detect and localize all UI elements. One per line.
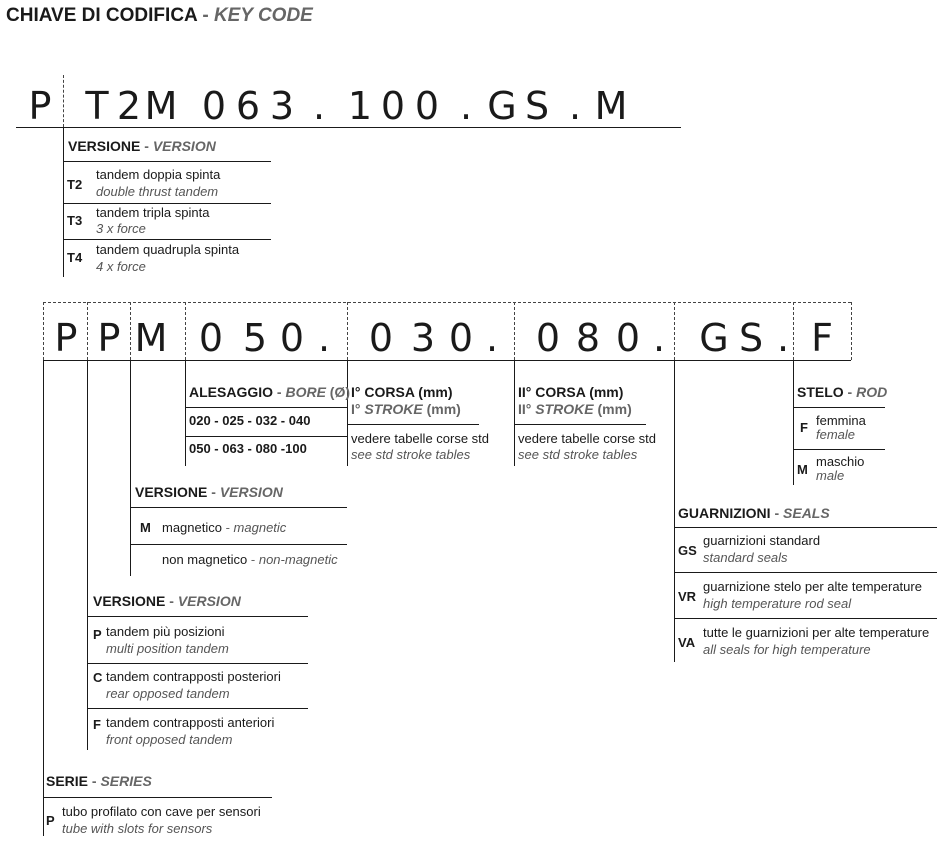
divider [63, 239, 271, 240]
code1-char: 0 [414, 84, 440, 128]
divider [43, 797, 272, 798]
stroke1-header-en: I° STROKE (mm) [351, 401, 461, 417]
code2-char: 0 [198, 316, 224, 360]
code2-dash-divider [87, 302, 88, 360]
row-en: tube with slots for sensors [62, 821, 213, 836]
code2-char: . [317, 316, 331, 360]
row-it: tutte le guarnizioni per alte temperature [703, 625, 930, 640]
row-en: front opposed tandem [106, 732, 233, 747]
row-it: tandem contrapposti posteriori [106, 669, 281, 684]
code1-char: S [524, 84, 550, 128]
code1-baseline [16, 127, 681, 128]
code1-char: 1 [347, 84, 373, 128]
row-code: P [93, 627, 102, 642]
code1-char: G [487, 84, 517, 128]
divider [347, 424, 479, 425]
row-code: C [93, 670, 103, 685]
row-en: high temperature rod seal [703, 596, 852, 611]
divider [87, 708, 308, 709]
divider [793, 407, 885, 408]
code2-dash-divider [793, 302, 794, 360]
code2-char: 0 [535, 316, 561, 360]
stroke2-note-en: see std stroke tables [518, 447, 638, 462]
code2-char: . [485, 316, 499, 360]
row-code: P [46, 813, 55, 828]
code2-char: 5 [242, 316, 268, 360]
code2-dash-divider [43, 302, 44, 360]
code2-dash-divider [514, 302, 515, 360]
divider [87, 616, 308, 617]
code2-char: 0 [615, 316, 641, 360]
divider [185, 436, 347, 437]
stroke1-note-en: see std stroke tables [351, 447, 471, 462]
row-code: F [93, 717, 101, 732]
bore-header: ALESAGGIO - BORE (Ø) [189, 384, 351, 400]
branch-seals [674, 360, 675, 662]
divider [674, 618, 937, 619]
row-en: 4 x force [96, 259, 146, 274]
stroke2-header-en: II° STROKE (mm) [518, 401, 632, 417]
divider [185, 407, 347, 408]
row-code: M [797, 462, 808, 477]
title-sub: KEY CODE [213, 5, 313, 26]
row-it: femmina [816, 413, 866, 428]
row-en: standard seals [703, 550, 788, 565]
code2-dash-divider [674, 302, 675, 360]
row-it: tandem contrapposti anteriori [106, 715, 275, 730]
row-code: F [800, 420, 808, 435]
code2-char: S [738, 316, 764, 360]
code2-char: 0 [279, 316, 305, 360]
code1-char: T [85, 84, 109, 128]
rod-header: STELO - ROD [797, 384, 888, 400]
code2-char: 0 [448, 316, 474, 360]
row-it: tandem tripla spinta [96, 205, 210, 220]
divider [514, 424, 646, 425]
stroke1-header-it: I° CORSA (mm) [351, 384, 453, 400]
row-it: guarnizione stelo per alte temperature [703, 579, 922, 594]
row-code: VR [678, 589, 697, 604]
divider [793, 449, 885, 450]
row-code: T4 [67, 250, 83, 265]
row-en: multi position tandem [106, 641, 229, 656]
row-it: maschio [816, 454, 865, 469]
seals-header: GUARNIZIONI - SEALS [678, 505, 830, 521]
branch-rod [793, 360, 794, 485]
divider [63, 203, 271, 204]
code2-char: M [134, 316, 168, 360]
code1-char: M [594, 84, 628, 128]
code1-char: . [568, 84, 582, 128]
code2-char: G [699, 316, 729, 360]
code2-char: 3 [410, 316, 436, 360]
divider [674, 527, 937, 528]
row-code: T3 [67, 213, 83, 228]
code2-top-dash [43, 302, 851, 303]
row-it: guarnizioni standard [703, 533, 821, 548]
row-en: double thrust tandem [96, 184, 219, 199]
version-p-header: VERSIONE - VERSION [93, 593, 241, 609]
title-sep: - [197, 5, 214, 26]
code2-char: P [97, 316, 121, 360]
row-en: male [816, 468, 845, 483]
block1-header: VERSIONE - VERSION [68, 138, 216, 154]
row-text: magnetico - magnetic [162, 520, 287, 535]
row-en: female [816, 427, 856, 442]
code2-char: 0 [368, 316, 394, 360]
code2-char: . [776, 316, 790, 360]
code2-char: F [811, 316, 833, 360]
code2-dash-divider [851, 302, 852, 360]
bore-row: 020 - 025 - 032 - 040 [189, 413, 311, 428]
divider [63, 161, 271, 162]
row-text: non magnetico - non-magnetic [162, 552, 338, 567]
code1-char: . [312, 84, 326, 128]
row-code: GS [678, 543, 697, 558]
code2-dash-divider [185, 302, 186, 360]
branch-stroke1 [347, 360, 348, 466]
row-en: 3 x force [96, 221, 146, 236]
bore-row: 050 - 063 - 080 -100 [189, 441, 307, 456]
divider [87, 663, 308, 664]
branch-series [43, 360, 44, 836]
code1-dash-divider [63, 75, 64, 127]
row-it: tandem più posizioni [106, 624, 225, 639]
code1-branch-line [63, 127, 64, 277]
version-m-header: VERSIONE - VERSION [135, 484, 283, 500]
code1-char: M [144, 84, 178, 128]
code1-char: 6 [235, 84, 261, 128]
code2-dash-divider [130, 302, 131, 360]
code1-char: . [459, 84, 473, 128]
code2-char: 8 [575, 316, 601, 360]
branch-version-p [87, 360, 88, 750]
stroke2-header-it: II° CORSA (mm) [518, 384, 624, 400]
row-code: VA [678, 635, 696, 650]
code2-char: . [652, 316, 666, 360]
code1-char: 0 [380, 84, 406, 128]
row-en: all seals for high temperature [703, 642, 871, 657]
page-title [6, 5, 313, 27]
row-code: M [140, 520, 151, 535]
code2-baseline [43, 360, 851, 361]
divider [674, 572, 937, 573]
row-en: rear opposed tandem [106, 686, 230, 701]
branch-bore [185, 360, 186, 466]
stroke1-note-it: vedere tabelle corse std [351, 431, 490, 446]
row-code: T2 [67, 177, 83, 192]
code2-char: P [54, 316, 78, 360]
series-header: SERIE - SERIES [46, 773, 152, 789]
row-it: tubo profilato con cave per sensori [62, 804, 261, 819]
divider [130, 507, 347, 508]
code2-dash-divider [347, 302, 348, 360]
divider [130, 544, 347, 545]
title-main: CHIAVE DI CODIFICA [6, 5, 198, 26]
code1-char: 0 [201, 84, 227, 128]
row-it: tandem doppia spinta [96, 167, 221, 182]
branch-stroke2 [514, 360, 515, 466]
code1-char: 3 [269, 84, 295, 128]
stroke2-note-it: vedere tabelle corse std [518, 431, 657, 446]
row-it: tandem quadrupla spinta [96, 242, 240, 257]
code1-char: 2 [116, 84, 142, 128]
code1-char: P [28, 84, 52, 128]
